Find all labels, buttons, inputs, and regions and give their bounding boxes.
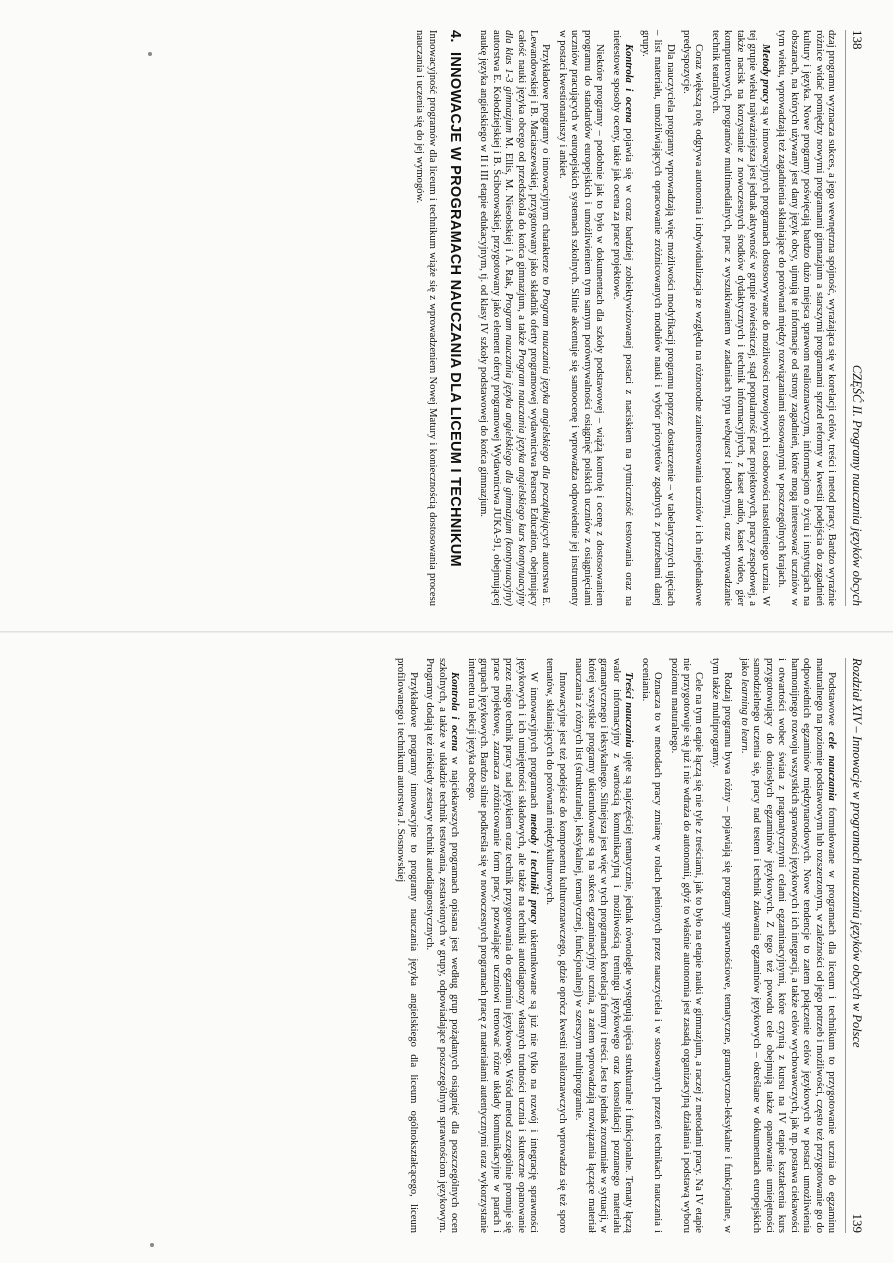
paragraph	[775, 30, 837, 606]
scan-speck	[150, 1243, 154, 1247]
paragraph	[555, 30, 605, 606]
paragraph-text: Innowacyjność programów dla liceum i technikum wiąże się z wprowadzeniem Nowej Matury i koniecznością dostosowania procesu nauczania i uczenia się do jej wymogów.	[414, 30, 438, 606]
paragraph-text: autorstwa E. Lewandowskiej i B. Maciaszewskiej, przygotowany jako składnik oferty programowej wydawnictwa Pearson Education, obejmujący całość nauki języka obcego od przedszkola do końca gimnazjum, a także	[515, 30, 552, 607]
paragraph	[737, 658, 837, 1233]
emphasis-text: cele nauczania	[826, 732, 837, 801]
paragraph-text: W innowacyjnych programach	[528, 672, 540, 814]
emphasis-text: Program nauczania języka angielskiego kurs kontynuacyjny dla klas 1-3 gimnazjum	[503, 30, 527, 606]
paragraph-text: i podobnymi, oraz wprowadzanie technik teatralnych.	[709, 30, 734, 606]
emphasis-text: webquest	[722, 418, 734, 458]
paragraph	[708, 658, 733, 1233]
section-heading	[446, 30, 463, 606]
emphasis-text: metody i techniki pracy	[528, 813, 540, 924]
paragraph-text: Oznacza to w metodach pracy zmianę w rolach pełnionych przez nauczyciela i w stosowanych przezeń technikach nauczania i oceniania.	[639, 658, 664, 1233]
emphasis-text: Kontrola i ocena	[623, 44, 635, 123]
paragraph-text: Cele na tym etapie łączą się nie tyle z treściami, jak to było na etapie nauki w gimnazjum, a raczej z metodami pracy. Na IV etapie nie przygotowuje się już i nie wdraża do autonomii, gdyż to właśnie autonomia jest zasadą organizacyjną działania i podstawą wyboru poziomu maturalnego.	[668, 658, 705, 1233]
paragraph-text: dzaj programu wyznacza sukces, a jego wewnętrzna spójność, wyrażająca się w korelacji celów, treści i metod pracy. Bardzo wyraźnie różnice widać pomiędzy nowymi programami gimnazjum a starszymi programami sprzed reformy w kwestii podejścia do zagadnień kultury i języka. Nowe programy poświęcają bardzo dużo miejsca sprawom realioznawczym, informacjom o życiu i instytucjach na obszarach, na których używany jest dany język obcy, ujmują te informacje od strony zagadnień, które mogą interesować uczniów w tym wieku, wprowadzają też zagadnienia skłaniające do porównań między rozwiązaniami stosowanymi w poszczególnych krajach.	[776, 30, 837, 606]
paragraph	[708, 30, 770, 606]
paragraph-text: w najciekawszych programach opisana jest według grup pożądanych osiągnięć dla poszczególnych ocen szkolnych, a także w układzie technik testowania, zestawionych w grupy, odpowiadające poszczególnym sprawnościom językowym. Programy dodają też niekiedy zestawy technik autodiagnostycznych.	[424, 658, 461, 1233]
paragraph	[477, 30, 552, 606]
paragraph	[543, 658, 568, 1233]
emphasis-text: learning to learn	[738, 678, 750, 751]
left-page-number: 138	[850, 30, 865, 50]
emphasis-text: Treści nauczania	[623, 672, 635, 748]
paragraph	[638, 30, 675, 606]
paragraph-text: Przykładowe programy innowacyjne to programy nauczania języka angielskiego dla liceum ogólnokształcącego, liceum profilowanego i technikum autorstwa J. Sosnowskiej	[395, 658, 419, 1233]
left-running-head	[845, 30, 865, 606]
paragraph-text: Dla nauczyciela programy wprowadzają więc możliwości modyfikacji programu poprzez dostarczenie – w tabelarycznych ujęciach – list materiału, umożliwiających opracowanie zróżnicowanych modułów nauki i wybór priorytetów zgodnych z potrzebami danej grupy.	[639, 30, 676, 606]
scan-speck	[148, 52, 152, 56]
paragraph	[394, 658, 419, 1233]
paragraph	[680, 30, 705, 606]
left-running-title: CZĘŚĆ II. Programy nauczania języków obcych	[850, 364, 864, 606]
paragraph-text: Podstawowe	[826, 672, 837, 733]
paragraph	[609, 30, 634, 606]
paragraph-text: M. Ellis, M. Niesobskiej i A. Rak,	[503, 132, 515, 293]
paragraph-text: są w innowacyjnych programach dostosowywane do możliwości rozwojowych i osobowości nastoletniego ucznia. W tej grupie wieku najważniejsza jest jednak aktywność w grupie rówieśniczej, stąd popularność prac projektowych, pracy zespołowej, a także nacisk na korzystanie z nowoczesnych środków dydaktycznych i technik informacyjnych, z kaset audio, kaset wideo, gier komputerowych, programów multimedialnych, prac z wyszukiwaniem w zadaniach typu	[722, 30, 771, 606]
right-page-number: 139	[850, 1213, 865, 1233]
emphasis-text: Kontrola i ocena	[449, 672, 461, 751]
right-paragraphs	[394, 658, 837, 1233]
paragraph-text: .	[738, 750, 750, 754]
paragraph-text: Rodzaj programu bywa różny – pojawiają się programy sprawnościowe, tematyczne, gramatyczno-leksykalne i funkcjonalne, w tym także multiprogramy.	[709, 658, 734, 1233]
paragraph-text: Coraz większą rolę odgrywa autonomia i indywidualizacja ze względu na różnorodne zainteresowania uczniów i ich niejednakowe predyspozycje.	[681, 30, 705, 606]
paragraph	[413, 30, 438, 606]
emphasis-text: Program nauczania języka angielskiego dla początkujących	[540, 288, 552, 549]
right-page	[0, 632, 893, 1263]
paragraph-text: ujęte są najczęściej tematycznie, jednak równolegle występują ujęcia strukturalne i funkcjonalne. Tematy łączą walor informacyjny z wartością komunikacyjną i możliwością treningu językowego oraz konsolidacji poznanego materiału gramatycznego i leksykalnego. Silniejsza jest więc w tych programach korelacja formy i treści. Jest to jednak zrozumiałe w sytuacji, w której wszystkie programy ukierunkowane są na sukces egzaminacyjny ucznia, a zatem wprowadzają rozwiązania łączące materiał nauczania z różnych list (strukturalnej, leksykalnej, tematycznej, funkcjonalnej) w szerszym multiprogramie.	[573, 658, 635, 1234]
paragraph-text: formułowane w programach dla liceum i technikum to przygotowanie ucznia do egzaminu maturalnego na poziomie podstawowym lub rozszerzonym, w zależności od jego potrzeb i możliwości, często też przygotowanie go do odpowiednich egzaminów międzynarodowych. Nowe tendencje to zatem połączenie celów językowych w postaci umożliwienia harmonijnego rozwoju wszystkich sprawności językowych i ich integracji, a także celów wychowawczych, jak np. postawa ciekawości i otwartości wobec świata z pragmatycznymi celami egzaminacyjnymi, które czynią z kursu na IV etapie kształcenia kurs przygotowujący do doniosłych egzaminów językowych. Z tego też powodu cele obejmują także opanowanie umiejętności samodzielnego uczenia się, pracy nad testem i technik zdawania egzaminów językowych – określane w dokumentach europejskich jako	[738, 658, 837, 1234]
paragraph	[572, 658, 634, 1233]
paragraph-text: Przykładowe programy o innowacyjnym charakterze to	[540, 44, 552, 289]
left-after-section-paragraphs	[413, 30, 438, 606]
paragraph	[464, 658, 539, 1233]
paragraph	[638, 658, 663, 1233]
paragraph	[423, 658, 460, 1233]
emphasis-text: Program nauczania języka angielskiego dla gimnazjum (kontynuacyjny)	[503, 292, 515, 606]
section-number: 4.	[446, 30, 463, 43]
emphasis-text: Metody pracy	[759, 44, 771, 104]
paragraph-text: Innowacyjne jest też podejście do komponentu kulturoznawczego, gdzie oprócz kwestii realioznawczych wprowadza się też sporo tematów, skłaniających do porównań międzykulturowych.	[544, 658, 568, 1233]
left-paragraphs	[477, 30, 837, 606]
section-title: INNOWACJE W PROGRAMACH NAUCZANIA DLA LICEUM I TECHNIKUM	[446, 52, 463, 567]
paragraph	[667, 658, 704, 1233]
paragraph-text: pojawia się w coraz bardziej zobiektywizowanej postaci z naciskiem na rytmiczność testowania oraz na nietestowe sposoby oceny, takie jak ocena za prace projektowe.	[610, 30, 635, 606]
paragraph-text: ukierunkowane są już nie tylko na rozwój i integrację sprawności językowych i ich umiejętności składowych, ale także na techniki autodiagnozy własnych trudności ucznia i skuteczne opanowanie przez niego technik pracy nad językiem oraz technik przygotowania do egzaminu językowego. Wśród metod szczególnie promuje się prace projektowe, zaznacza zróżnicowanie form pracy, pozwalające uczniowi trenować różne układy komunikacyjne w parach i grupach językowych. Bardzo silnie podkreśla się w nowoczesnych programach pracę z materiałami autentycznymi oraz wykorzystanie internetu na lekcji języka obcego.	[465, 658, 540, 1233]
paragraph-text: autorstwa E. Kołodziejskiej i B. Ściborowskiej, przygotowany jako element oferty programowej Wydawnictwa JUKA-91, obejmującej naukę języka angielskiego w II i III etapie edukacyjnym, tj. od klasy IV szkoły podstawowej do końca gimnazjum.	[478, 30, 502, 606]
right-running-head	[845, 658, 865, 1233]
paragraph-text: Niektóre programy – podobnie jak to było w dokumentach dla szkoły podstawowej – wiążą kontrolę i ocenę z dostosowaniem programu do standardów europejskich i umożliwieniem tym samym porównywalności osiągnięć polskich uczniów z osiągnięciami uczniów pracujących w europejskich systemach szkolnych. Silnie akcentuje się samoocenę i wprowadza odpowiednie jej instrumenty w postaci kwestionariuszy i ankiet.	[556, 30, 606, 606]
right-running-title: Rozdział XIV – Innowacje w programach nauczania języków obcych w Polsce	[850, 658, 864, 1048]
